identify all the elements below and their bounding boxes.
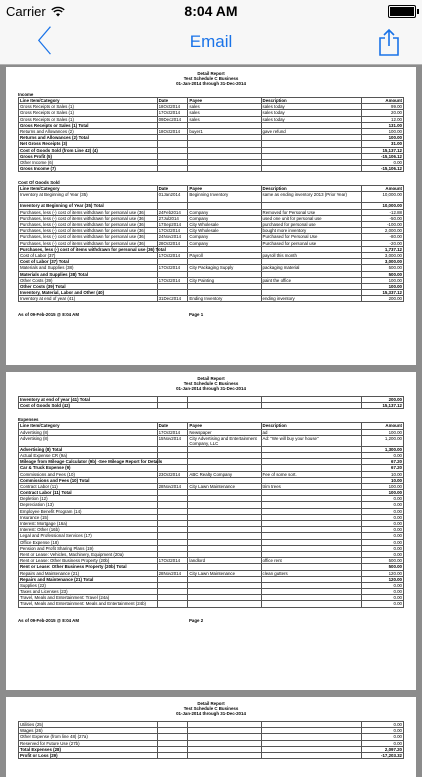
table-cell: Payee bbox=[188, 423, 261, 429]
table-cell: Description bbox=[261, 186, 361, 192]
table-cell: 0.00 bbox=[361, 508, 403, 514]
table-cell: 500.00 bbox=[361, 564, 403, 570]
table-cell: ad bbox=[261, 429, 361, 435]
table-cell: -17,203.32 bbox=[361, 752, 403, 758]
table-cell: Travel, Meals and Entertainment: Meals and Entertainment (24b) bbox=[19, 601, 158, 607]
section-title: Cost Of Goods Sold bbox=[18, 180, 60, 186]
report-header bbox=[18, 71, 404, 86]
table-cell: trim trees bbox=[261, 483, 361, 489]
report-header bbox=[18, 376, 404, 391]
report-title: Detail Report bbox=[197, 701, 225, 706]
table-cell: 0.00 bbox=[361, 496, 403, 502]
table-cell: 0.00 bbox=[361, 582, 403, 588]
table-cell: Materials and Supplies (38) Total bbox=[19, 271, 158, 277]
table-cell: -15,106.12 bbox=[361, 153, 403, 159]
table-cell: Mileage from Mileage Calculator (9b) -See Mileage Report for Details bbox=[20, 459, 163, 465]
table-cell bbox=[261, 752, 361, 758]
table-cell: Rent or Lease: Other Business Property (20b) Total bbox=[19, 564, 158, 570]
table-cell: 3,000.00 bbox=[361, 252, 403, 258]
share-icon[interactable] bbox=[378, 28, 400, 56]
table-cell: Depreciation (13) bbox=[19, 502, 158, 508]
table-cell: Gross Receipts or Sales (1) bbox=[19, 104, 158, 110]
table-cell: 100.00 bbox=[361, 429, 403, 435]
table-cell: Description bbox=[261, 423, 361, 429]
table-cell: -50.00 bbox=[361, 215, 403, 221]
table-cell: 100.00 bbox=[361, 128, 403, 134]
table-cell: Advertising (8) bbox=[19, 429, 158, 435]
table-cell: Commissions and Fees (10) Total bbox=[19, 477, 158, 483]
table-cell: 17Oct2014 bbox=[157, 110, 188, 116]
table-cell: Actual Expense CR (9a) bbox=[19, 452, 158, 458]
table-cell: 15,337.12 bbox=[361, 290, 403, 296]
table-cell: Rent or Lease: Vehicles, Machinery, Equipment (20a) bbox=[19, 551, 158, 557]
table-cell: Cost of Labor (37) bbox=[19, 252, 158, 258]
table-cell: Payee bbox=[188, 186, 261, 192]
table-cell: Depletion (12) bbox=[19, 496, 158, 502]
table-cell: 3,000.00 bbox=[361, 259, 403, 265]
table-cell: -100.00 bbox=[361, 222, 403, 228]
table-cell: packaging material bbox=[261, 265, 361, 271]
table-cell: City Advertising and Entertainment Company, LLC bbox=[188, 435, 261, 446]
table-cell: 0.00 bbox=[361, 452, 403, 458]
table-cell: 0.00 bbox=[361, 728, 403, 734]
table-cell: City Painting bbox=[188, 277, 261, 283]
table-cell: Wages (26) bbox=[19, 728, 158, 734]
table-cell: Purchased for personal use bbox=[261, 240, 361, 246]
table-cell: Amount bbox=[361, 98, 403, 104]
report-period: 01-Jan-2014 through 31-Dec-2014 bbox=[176, 711, 246, 716]
table-cell: Purchases, less (-) cost of items withdrawn for personal use (36) bbox=[19, 228, 158, 234]
table-cell: -20.00 bbox=[361, 240, 403, 246]
table-cell: Amount bbox=[361, 186, 403, 192]
table-cell: Travel, Meals and Entertainment: Travel (24a) bbox=[19, 595, 158, 601]
table-cell: 0.00 bbox=[361, 533, 403, 539]
table-cell: 18Oct2014 bbox=[157, 104, 188, 110]
table-cell: Removed for Personal Use bbox=[261, 209, 361, 215]
table-cell: Company bbox=[188, 240, 261, 246]
as-of-date: As of 09-Feb-2015 @ 8:04 AM bbox=[18, 617, 79, 623]
table-cell: 0.00 bbox=[361, 527, 403, 533]
table-cell: -80.00 bbox=[361, 234, 403, 240]
table-cell: Fee of some sort. bbox=[261, 471, 361, 477]
table-cell: 09Dec2014 bbox=[157, 116, 188, 122]
table-cell: 17Oct2014 bbox=[157, 277, 188, 283]
table-cell: Inventory at Beginning of Year (35) bbox=[19, 192, 158, 203]
table-cell: ABC Realty Company bbox=[188, 471, 261, 477]
table-cell: 0.00 bbox=[361, 551, 403, 557]
report-title: Detail Report bbox=[197, 376, 225, 381]
report-header bbox=[18, 701, 404, 716]
table-cell: Net Gross Receipts (3) bbox=[19, 141, 158, 147]
table-cell: Inventory at end of year (41) Total bbox=[19, 397, 158, 403]
table-cell: 1,737.12 bbox=[361, 246, 403, 252]
table-cell: Purchases, less (-) cost of items withdrawn for personal use (36) bbox=[19, 222, 158, 228]
table-cell: Other Income (6) bbox=[19, 159, 158, 165]
report-period: 01-Jan-2014 through 31-Dec-2014 bbox=[176, 386, 246, 391]
table-cell: Repairs and Maintenance (21) bbox=[19, 570, 158, 576]
table-cell: 24Nov2014 bbox=[157, 234, 188, 240]
table-cell bbox=[188, 601, 261, 607]
table-cell: Description bbox=[261, 98, 361, 104]
report-business: Test Schedule C Business bbox=[183, 706, 239, 711]
table-cell: clean gutters bbox=[261, 570, 361, 576]
table-cell: 67.20 bbox=[361, 459, 403, 465]
table-cell: Cost of Labor (37) Total bbox=[19, 259, 158, 265]
table-cell: 17Oct2014 bbox=[157, 228, 188, 234]
table-cell bbox=[157, 601, 188, 607]
table-cell: 17Sep2014 bbox=[157, 222, 188, 228]
table-cell: Line Item/Category bbox=[19, 186, 158, 192]
table-cell: 10.00 bbox=[361, 471, 403, 477]
table-cell: Pension and Profit Sharing Plans (19) bbox=[19, 545, 158, 551]
table-cell: Inventory at Beginning of Year (35) Total bbox=[19, 203, 158, 209]
table-cell: Cost of Goods Sold (42) bbox=[19, 403, 158, 409]
table-cell: 17Oct2014 bbox=[157, 429, 188, 435]
report-business: Test Schedule C Business bbox=[183, 381, 239, 386]
table-cell: Interest: Mortgage (16a) bbox=[19, 521, 158, 527]
table-cell: Payee bbox=[188, 98, 261, 104]
table-cell: Gross Receipts or Sales (1) bbox=[19, 110, 158, 116]
table-cell: gave refund bbox=[261, 128, 361, 134]
cogs-table bbox=[18, 185, 404, 302]
table-cell: same as ending inventory 2013 (Prior Year) bbox=[261, 192, 361, 203]
report-page-2 bbox=[6, 372, 416, 690]
table-cell: Purchases, less (-) cost of items withdrawn for personal use (36) bbox=[19, 215, 158, 221]
report-page-1 bbox=[6, 67, 416, 365]
table-cell: 15,137.12 bbox=[361, 403, 403, 409]
table-cell: Newspaper bbox=[188, 429, 261, 435]
table-cell: 67.20 bbox=[361, 465, 403, 471]
section-title: Expenses bbox=[18, 417, 39, 423]
table-cell: Contract Labor (11) bbox=[19, 483, 158, 489]
table-cell: Commissions and Fees (10) bbox=[19, 471, 158, 477]
table-cell: 18Oct2014 bbox=[157, 128, 188, 134]
table-cell: Gross Receipts or Sales (1) bbox=[19, 116, 158, 122]
table-row bbox=[19, 166, 404, 172]
table-cell: used one unit for personal use bbox=[261, 215, 361, 221]
table-cell: Line Item/Category bbox=[19, 98, 158, 104]
table-cell: Total Expenses (28) bbox=[19, 746, 158, 752]
table-row bbox=[19, 403, 404, 409]
table-cell: -15,106.12 bbox=[361, 166, 403, 172]
totals-table bbox=[18, 721, 404, 759]
table-cell: 2,000.00 bbox=[361, 228, 403, 234]
nav-title: Email bbox=[189, 32, 233, 51]
table-cell: 0.00 bbox=[361, 159, 403, 165]
table-cell: 0.00 bbox=[361, 545, 403, 551]
table-cell: Inventory, Material, Labor and Other (40) bbox=[19, 290, 158, 296]
report-business: Test Schedule C Business bbox=[183, 76, 239, 81]
table-cell: 27Jul2014 bbox=[157, 215, 188, 221]
table-cell: 10,000.00 bbox=[361, 192, 403, 203]
table-cell: Company bbox=[188, 209, 261, 215]
table-cell: 0.00 bbox=[361, 502, 403, 508]
table-cell bbox=[157, 752, 188, 758]
table-row bbox=[19, 435, 404, 446]
table-cell: Car & Truck Expense (9) bbox=[19, 465, 158, 471]
table-cell: 15,137.12 bbox=[361, 147, 403, 153]
table-cell: 0.00 bbox=[361, 595, 403, 601]
table-cell: 0.00 bbox=[361, 734, 403, 740]
table-cell: 17Oct2014 bbox=[157, 252, 188, 258]
table-cell: 100.00 bbox=[361, 135, 403, 141]
table-cell: 0.00 bbox=[361, 589, 403, 595]
table-cell: Advertising (8) bbox=[19, 435, 158, 446]
table-cell: -12.88 bbox=[361, 209, 403, 215]
table-cell: Ending Inventory bbox=[188, 296, 261, 302]
table-row bbox=[19, 192, 404, 203]
table-cell: Returns and Allowances (2) bbox=[19, 128, 158, 134]
income-table bbox=[18, 97, 404, 172]
table-cell: Materials and Supplies (38) bbox=[19, 265, 158, 271]
table-cell: sales bbox=[188, 110, 261, 116]
table-cell: Gross Profit (5) bbox=[19, 153, 158, 159]
table-cell: Beginning Inventory bbox=[188, 192, 261, 203]
table-cell: Supplies (22) bbox=[19, 582, 158, 588]
table-cell: 120.00 bbox=[361, 570, 403, 576]
table-cell bbox=[188, 752, 261, 758]
table-cell: Profit or Loss (29) bbox=[19, 752, 158, 758]
table-cell: 10.00 bbox=[361, 477, 403, 483]
table-cell: Company bbox=[188, 215, 261, 221]
table-cell bbox=[261, 403, 361, 409]
table-cell: office rent bbox=[261, 558, 361, 564]
table-cell: 17Oct2014 bbox=[157, 265, 188, 271]
table-cell: 15Nov2014 bbox=[157, 435, 188, 446]
back-button[interactable]: 〈 bbox=[22, 26, 52, 59]
page-number: Page 1 bbox=[188, 312, 204, 318]
table-cell: City Wholesale bbox=[188, 222, 261, 228]
navigation-bar bbox=[0, 22, 422, 65]
table-cell: 12.00 bbox=[361, 116, 403, 122]
table-cell: Purchases, less (-) cost of items withdrawn for personal use (36) bbox=[19, 234, 158, 240]
table-cell: 0.00 bbox=[361, 722, 403, 728]
clock: 8:04 AM bbox=[184, 3, 238, 19]
table-cell bbox=[157, 166, 188, 172]
table-cell: buyer1 bbox=[188, 128, 261, 134]
table-cell: Date bbox=[157, 186, 188, 192]
table-cell: 28Nov2014 bbox=[157, 570, 188, 576]
table-cell bbox=[261, 166, 361, 172]
table-cell: 0.00 bbox=[361, 601, 403, 607]
table-cell: Legal and Professional Services (17) bbox=[19, 533, 158, 539]
table-cell: Date bbox=[157, 98, 188, 104]
table-cell: Gross Receipts or Sales (1) Total bbox=[19, 122, 158, 128]
table-cell: Contract Labor (11) Total bbox=[19, 490, 158, 496]
page-footer bbox=[18, 312, 404, 317]
battery-icon bbox=[388, 5, 416, 18]
table-cell: 28Nov2014 bbox=[157, 483, 188, 489]
table-cell: 31.00 bbox=[361, 141, 403, 147]
table-cell: 2,097.20 bbox=[361, 746, 403, 752]
table-cell: 200.00 bbox=[361, 397, 403, 403]
table-cell: Advertising (8) Total bbox=[19, 446, 158, 452]
table-cell: 100.00 bbox=[361, 277, 403, 283]
cogs-total-table bbox=[18, 396, 404, 409]
table-cell bbox=[188, 166, 261, 172]
table-cell: Purchased for Personal Use bbox=[261, 234, 361, 240]
table-cell: purchased for personal use bbox=[261, 222, 361, 228]
table-cell: Line Item/Category bbox=[19, 423, 158, 429]
table-cell: 10,000.00 bbox=[361, 203, 403, 209]
table-cell: sales today bbox=[261, 110, 361, 116]
table-cell: 28Oct2014 bbox=[157, 240, 188, 246]
table-cell: Interest: Other (16b) bbox=[19, 527, 158, 533]
table-cell: 31Dec2014 bbox=[157, 296, 188, 302]
report-period: 01-Jan-2014 through 31-Dec-2014 bbox=[176, 81, 246, 86]
table-cell: Insurance (15) bbox=[19, 514, 158, 520]
section-title: Income bbox=[18, 92, 34, 97]
table-cell: Other Costs (39) bbox=[19, 277, 158, 283]
table-cell: City Wholesale bbox=[188, 228, 261, 234]
table-cell: payroll this month bbox=[261, 252, 361, 258]
table-cell: 0.00 bbox=[361, 539, 403, 545]
table-cell: Amount bbox=[361, 423, 403, 429]
page-footer bbox=[18, 618, 404, 623]
table-cell: Utilities (25) bbox=[19, 722, 158, 728]
table-cell: Ad: "We will buy your house" bbox=[261, 435, 361, 446]
pdf-viewer[interactable] bbox=[0, 65, 422, 758]
table-cell: sales bbox=[188, 104, 261, 110]
table-cell: Purchases, less (-) cost of items withdrawn for personal use (36) Total bbox=[20, 246, 166, 252]
table-cell: 23Oct2014 bbox=[157, 471, 188, 477]
table-cell: Returns and Allowances (2) Total bbox=[19, 135, 158, 141]
table-cell: Cost of Goods Sold (from Line 42) (4) bbox=[19, 147, 158, 153]
report-title: Detail Report bbox=[197, 71, 225, 76]
table-cell: 100.00 bbox=[361, 483, 403, 489]
table-cell: 0.00 bbox=[361, 521, 403, 527]
table-cell: Employee Benefit Program (14) bbox=[19, 508, 158, 514]
table-cell: landlord bbox=[188, 558, 261, 564]
table-cell: 24Feb2014 bbox=[157, 209, 188, 215]
table-cell: Other Costs (39) Total bbox=[19, 283, 158, 289]
table-cell: 20.00 bbox=[361, 110, 403, 116]
table-cell: bought more inventory bbox=[261, 228, 361, 234]
table-cell: paint the office bbox=[261, 277, 361, 283]
table-cell: Inventory at end of year (41) bbox=[19, 296, 158, 302]
table-cell bbox=[188, 403, 261, 409]
status-bar bbox=[0, 0, 422, 22]
table-cell: Other Expense (from line 48) (27a) bbox=[19, 734, 158, 740]
table-cell: Company bbox=[188, 234, 261, 240]
table-cell: ending inventory bbox=[261, 296, 361, 302]
table-cell: Payroll bbox=[188, 252, 261, 258]
table-cell: 500.00 bbox=[361, 265, 403, 271]
table-cell: sales today bbox=[261, 116, 361, 122]
table-cell: City Packaging Supply bbox=[188, 265, 261, 271]
report-page-3 bbox=[6, 697, 416, 777]
table-cell: City Lawn Maintenance bbox=[188, 483, 261, 489]
table-row bbox=[19, 752, 404, 758]
table-cell: Repairs and Maintenance (21) Total bbox=[19, 576, 158, 582]
table-cell: Gross Income (7) bbox=[19, 166, 158, 172]
table-cell bbox=[157, 403, 188, 409]
table-cell: 500.00 bbox=[361, 558, 403, 564]
table-cell: 01Jan2014 bbox=[157, 192, 188, 203]
as-of-date: As of 09-Feb-2015 @ 8:04 AM bbox=[18, 312, 79, 318]
table-cell bbox=[261, 601, 361, 607]
table-cell: Purchases, less (-) cost of items withdrawn for personal use (36) bbox=[19, 240, 158, 246]
table-cell: City Lawn Maintenance bbox=[188, 570, 261, 576]
table-cell: Rent or Lease: Other Business Property (20b) bbox=[19, 558, 158, 564]
table-cell: 0.00 bbox=[361, 740, 403, 746]
table-cell: Reserved for Future Use (27b) bbox=[19, 740, 158, 746]
table-cell: 99.00 bbox=[361, 104, 403, 110]
expenses-table bbox=[18, 422, 404, 607]
carrier-text: Carrier bbox=[6, 4, 46, 19]
table-cell: 500.00 bbox=[361, 271, 403, 277]
table-cell: 200.00 bbox=[361, 296, 403, 302]
table-cell: 0.00 bbox=[361, 514, 403, 520]
page-number: Page 2 bbox=[188, 617, 204, 623]
table-cell: 131.00 bbox=[361, 122, 403, 128]
table-cell: 1,200.00 bbox=[361, 435, 403, 446]
table-cell: sales bbox=[188, 116, 261, 122]
table-cell: Purchases, less (-) cost of items withdrawn for personal use (36) bbox=[19, 209, 158, 215]
table-cell: 120.00 bbox=[361, 576, 403, 582]
table-row bbox=[19, 296, 404, 302]
table-row bbox=[19, 601, 404, 607]
table-cell: Date bbox=[157, 423, 188, 429]
table-cell: Taxes and Licenses (23) bbox=[19, 589, 158, 595]
table-cell: 100.00 bbox=[361, 283, 403, 289]
table-cell: sales today bbox=[261, 104, 361, 110]
table-cell: Office Expense (18) bbox=[19, 539, 158, 545]
table-cell: 1,300.00 bbox=[361, 446, 403, 452]
table-cell: 100.00 bbox=[361, 490, 403, 496]
table-cell: 17Oct2014 bbox=[157, 558, 188, 564]
